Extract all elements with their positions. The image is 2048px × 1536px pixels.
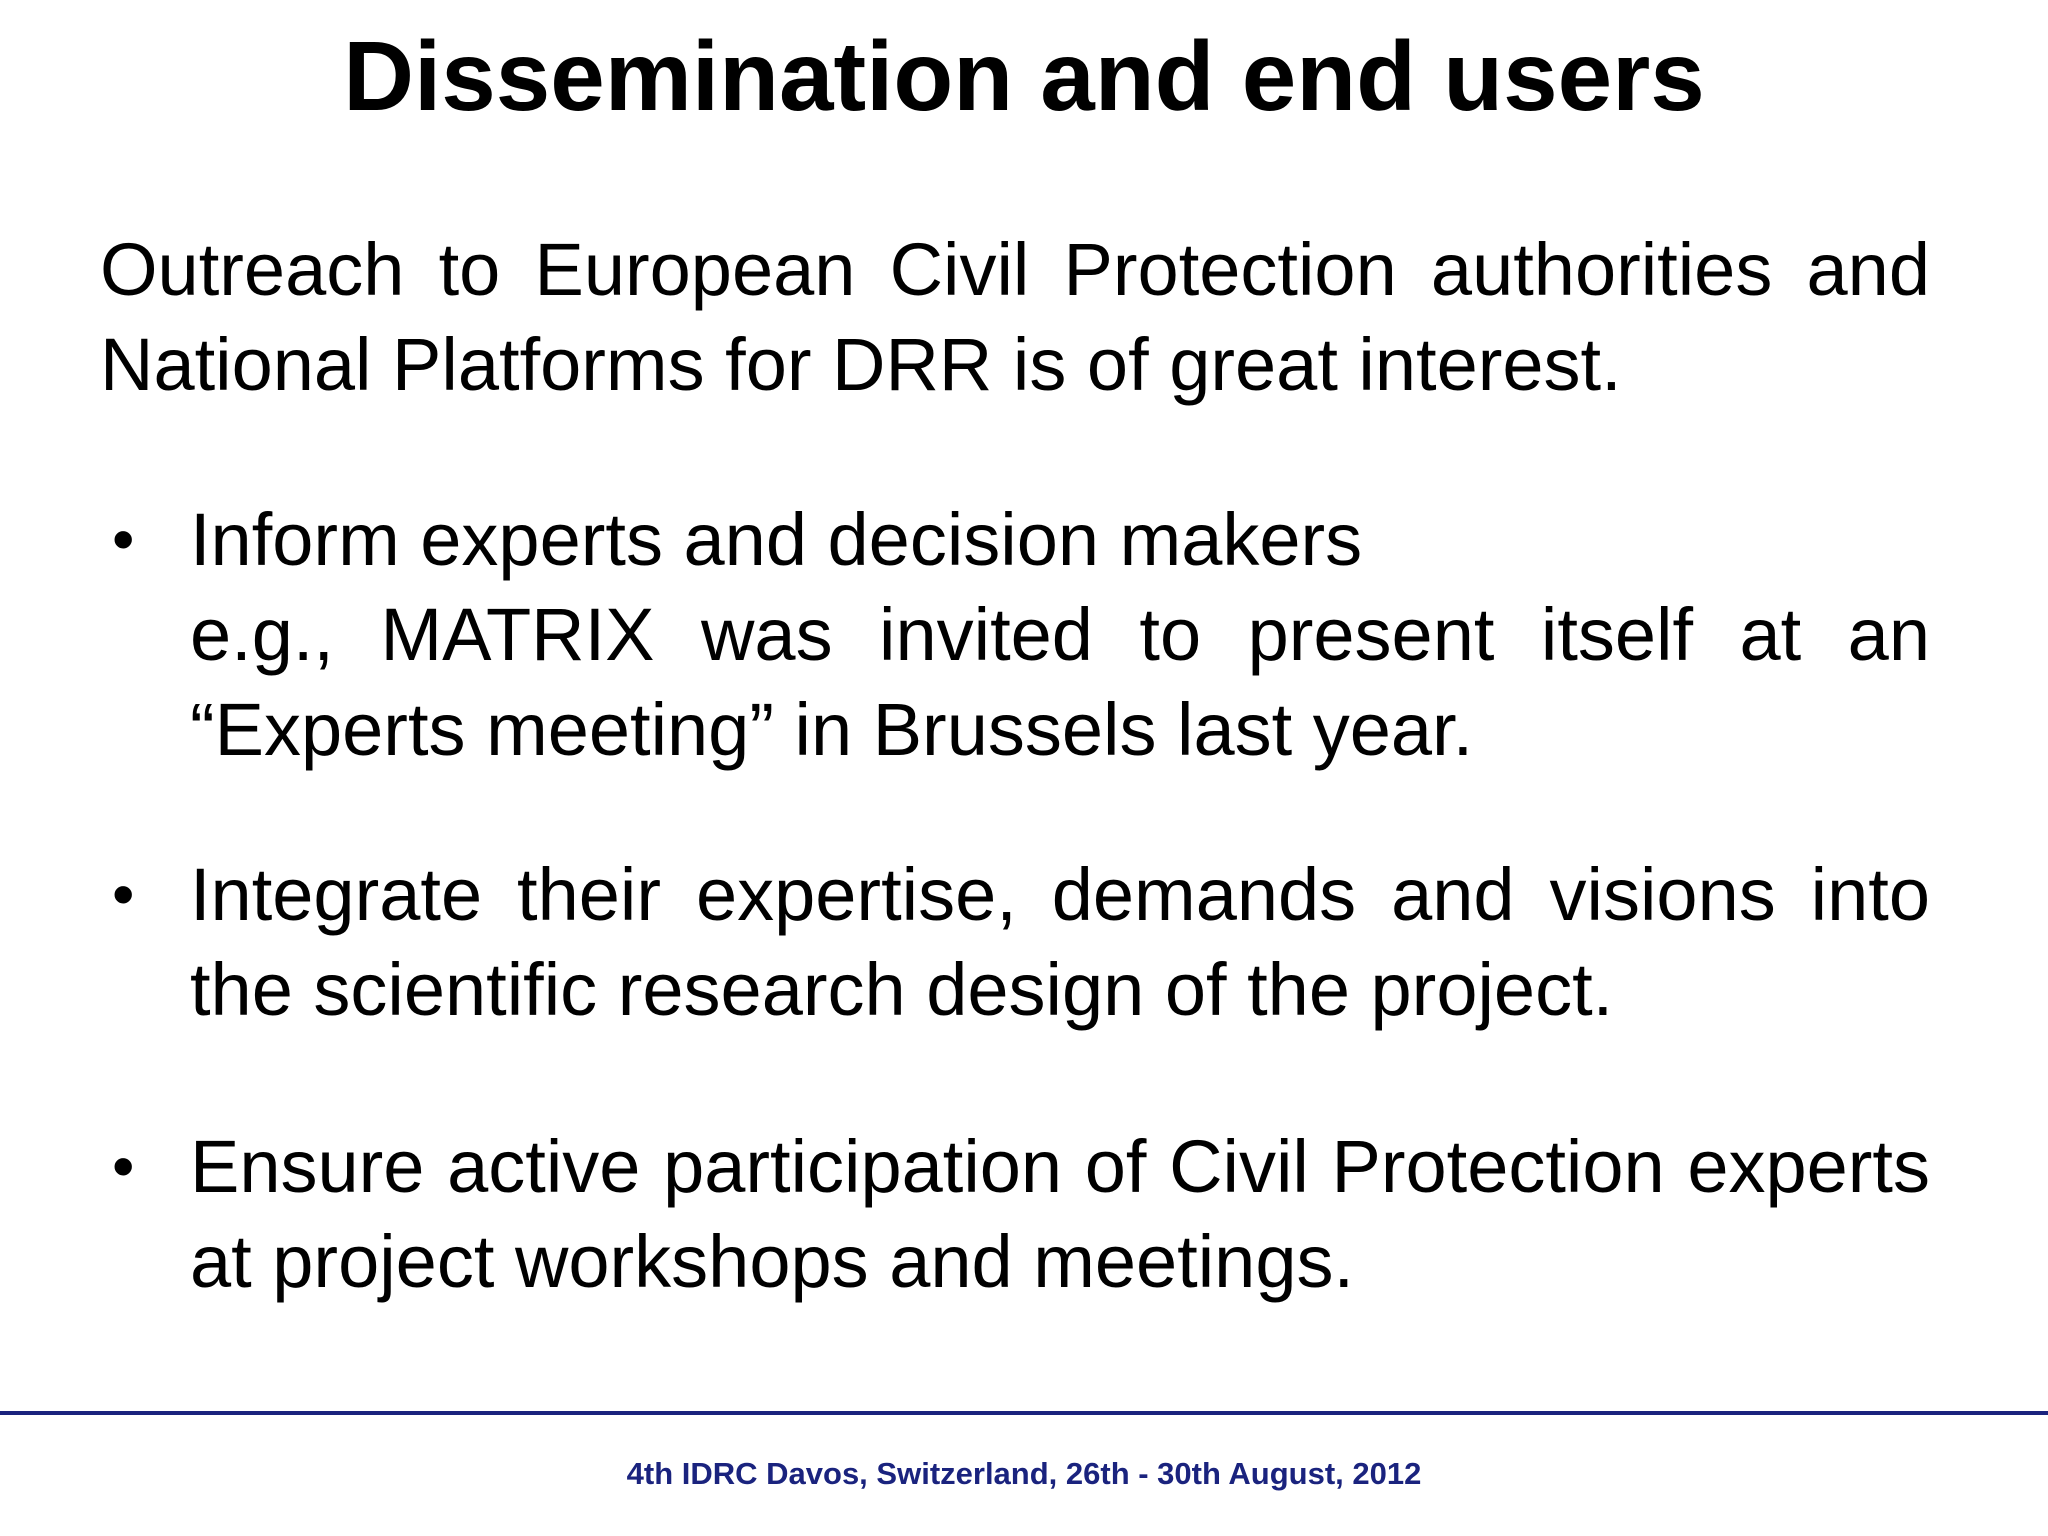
bullet-text: Ensure active participation of Civil Protection experts at project workshops and meetings. <box>190 1125 1930 1303</box>
bullet-dot-icon: • <box>112 858 135 930</box>
footer-divider <box>0 1411 2048 1415</box>
bullet-dot-icon: • <box>112 503 135 575</box>
bullet-dot-icon: • <box>112 1130 135 1202</box>
bullet-text <box>190 492 1930 777</box>
bullet-line-example: e.g., MATRIX was invited to present itself at an “Experts meeting” in Brussels last year. <box>190 593 1930 771</box>
bullet-line-heading: Inform experts and decision makers <box>190 498 1363 581</box>
slide-title: Dissemination and end users <box>343 21 1705 131</box>
footer-conference: 4th IDRC Davos, Switzerland, 26th - 30th August, 2012 <box>626 1456 1422 1491</box>
intro-paragraph: Outreach to European Civil Protection authorities and National Platforms for DRR is of great interest. <box>100 228 1930 406</box>
bullet-text: Integrate their expertise, demands and visions into the scientific research design of the project. <box>190 853 1930 1031</box>
